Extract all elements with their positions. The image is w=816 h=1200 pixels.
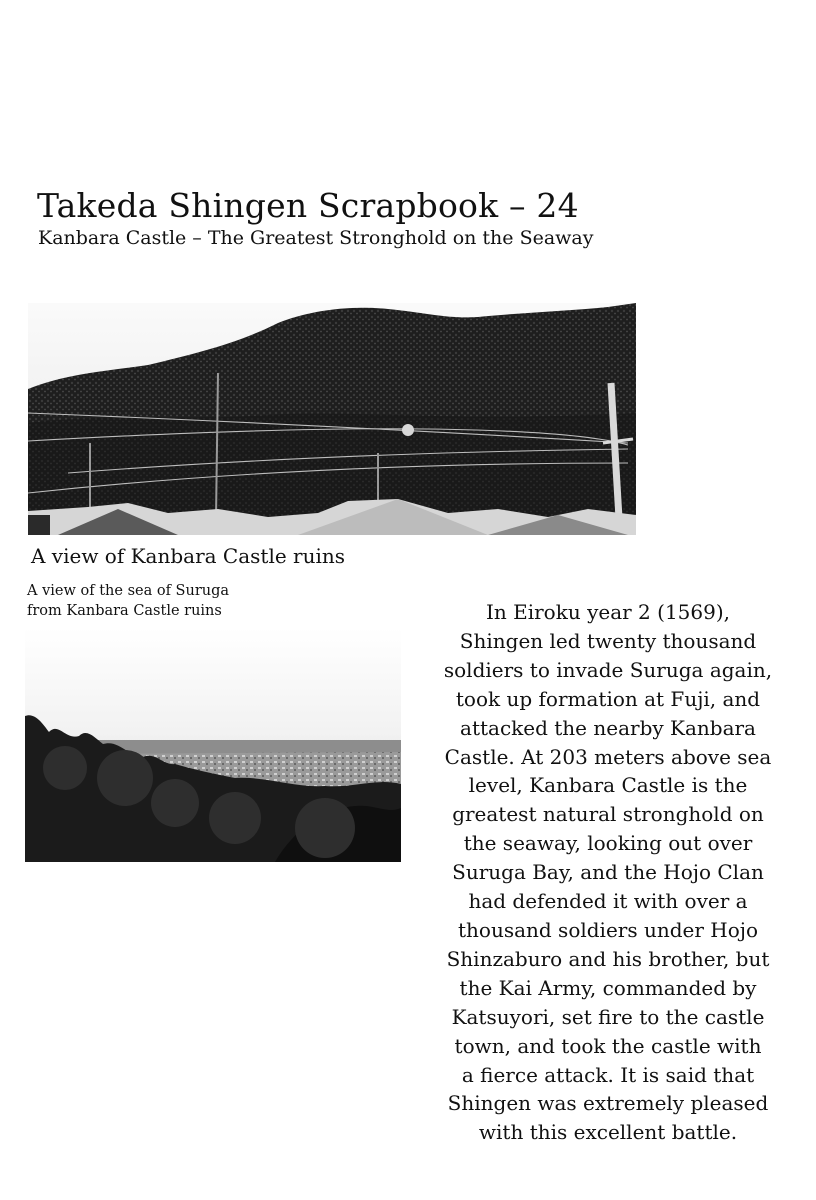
page-title: Takeda Shingen Scrapbook – 24 (37, 186, 579, 225)
suruga-sea-photo (25, 628, 401, 862)
sea-view-caption: A view of the sea of Suruga from Kanbara Castle ruins (27, 583, 230, 619)
article-body: In Eiroku year 2 (1569), Shingen led twenty thousand soldiers to invade Suruga again, took up formation at Fuji, and attacked the nearby Kanbara Castle. At 203 meters above sea level, Kanbara Castle is the greatest natural stronghold on the seaway, looking out over Suruga Bay, and the Hojo Clan had defended it with over a thousand soldiers under Hojo Shinzaburo and his brother, but the Kai Army, commanded by Katsuyori, set fire to the castle town, and took the castle with a fierce attack. It is said that Shingen was extremely pleased with this excellent battle. (443, 600, 773, 1145)
castle-ruins-photo (28, 303, 636, 535)
page-subtitle: Kanbara Castle – The Greatest Stronghold on the Seaway (38, 227, 594, 249)
castle-ruins-caption: A view of Kanbara Castle ruins (31, 544, 346, 568)
